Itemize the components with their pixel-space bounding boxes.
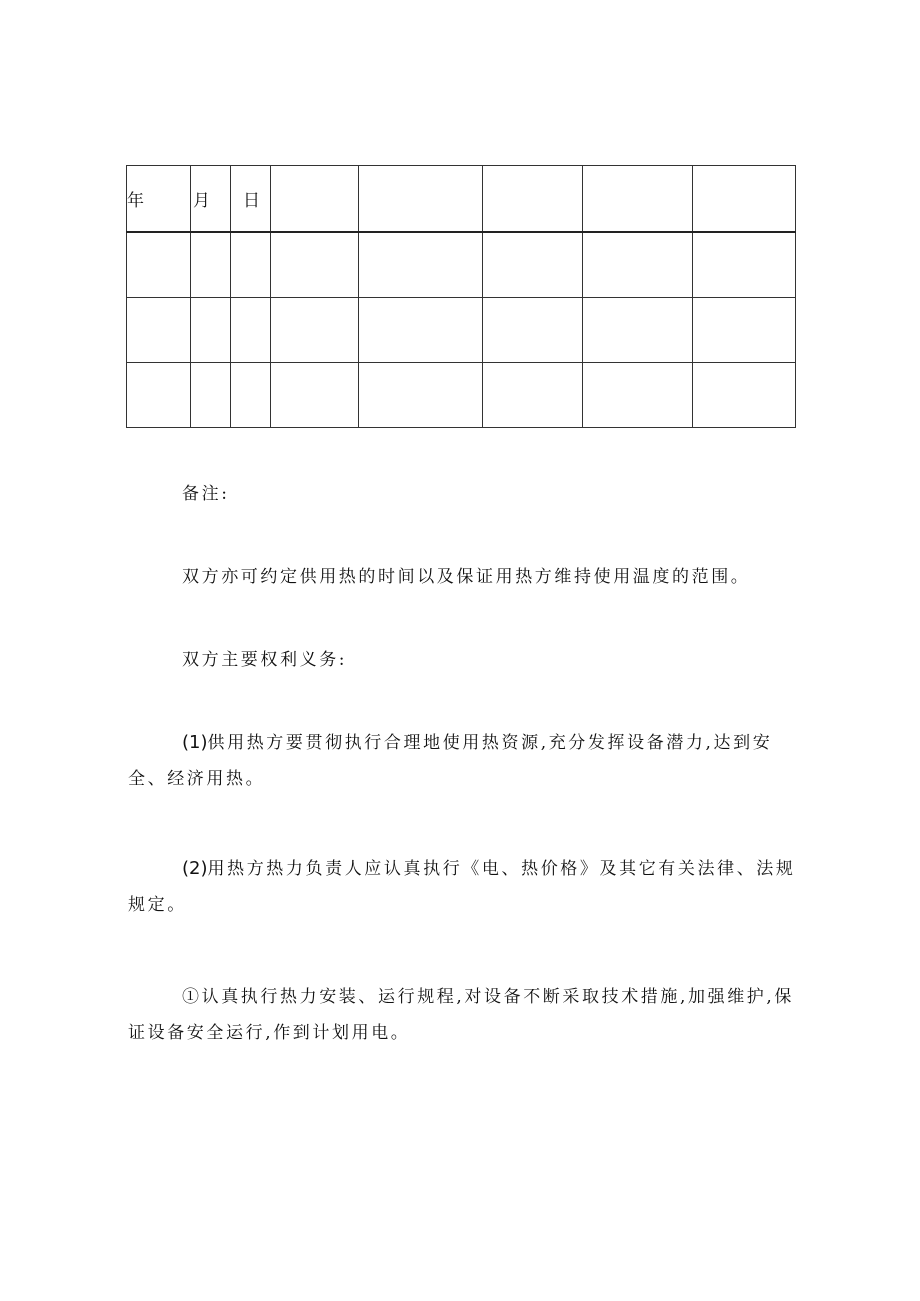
header-cell	[583, 166, 693, 233]
table-cell	[231, 363, 271, 428]
table-cell	[359, 232, 483, 298]
table-row	[127, 363, 796, 428]
table-row	[127, 232, 796, 298]
header-year: 年	[127, 166, 191, 233]
header-cell	[359, 166, 483, 233]
table-cell	[583, 232, 693, 298]
item-number: (1)	[182, 732, 208, 753]
table-cell	[693, 232, 796, 298]
header-month: 月	[191, 166, 231, 233]
paragraph-item-1	[128, 725, 796, 797]
header-day: 日	[231, 166, 271, 233]
paragraph-time-range: 双方亦可约定供用热的时间以及保证用热方维持使用温度的范围。	[182, 567, 751, 587]
header-cell	[483, 166, 583, 233]
table-cell	[583, 363, 693, 428]
table-cell	[231, 298, 271, 363]
paragraph-sub-item-1: ①认真执行热力安装、运行规程,对设备不断采取技术措施,加强维护,保证设备安全运行,作到计划用电。	[128, 987, 795, 1043]
record-table	[126, 165, 796, 428]
item-text: 供用热方要贯彻执行合理地使用热资源,充分发挥设备潜力,达到安全、经济用热。	[128, 733, 773, 789]
table-cell	[127, 298, 191, 363]
paragraph-item-2	[128, 851, 796, 923]
table-cell	[693, 363, 796, 428]
table-cell	[359, 298, 483, 363]
table-cell	[483, 298, 583, 363]
header-cell	[693, 166, 796, 233]
table-cell	[483, 363, 583, 428]
table-cell	[583, 298, 693, 363]
item-text: 用热方热力负责人应认真执行《电、热价格》及其它有关法律、法规规定。	[128, 859, 796, 915]
table-cell	[271, 363, 359, 428]
table-cell	[693, 298, 796, 363]
table-cell	[359, 363, 483, 428]
remark-label: 备注:	[182, 484, 230, 504]
table-cell	[191, 363, 231, 428]
item-number: (2)	[182, 858, 208, 879]
table-cell	[191, 232, 231, 298]
table-header-row	[127, 166, 796, 233]
table-row	[127, 298, 796, 363]
table-cell	[127, 363, 191, 428]
header-cell	[271, 166, 359, 233]
table-cell	[483, 232, 583, 298]
table-cell	[191, 298, 231, 363]
table-cell	[271, 232, 359, 298]
table-cell	[271, 298, 359, 363]
table-cell	[231, 232, 271, 298]
table-cell	[127, 232, 191, 298]
paragraph-rights-heading: 双方主要权利义务:	[182, 650, 348, 670]
